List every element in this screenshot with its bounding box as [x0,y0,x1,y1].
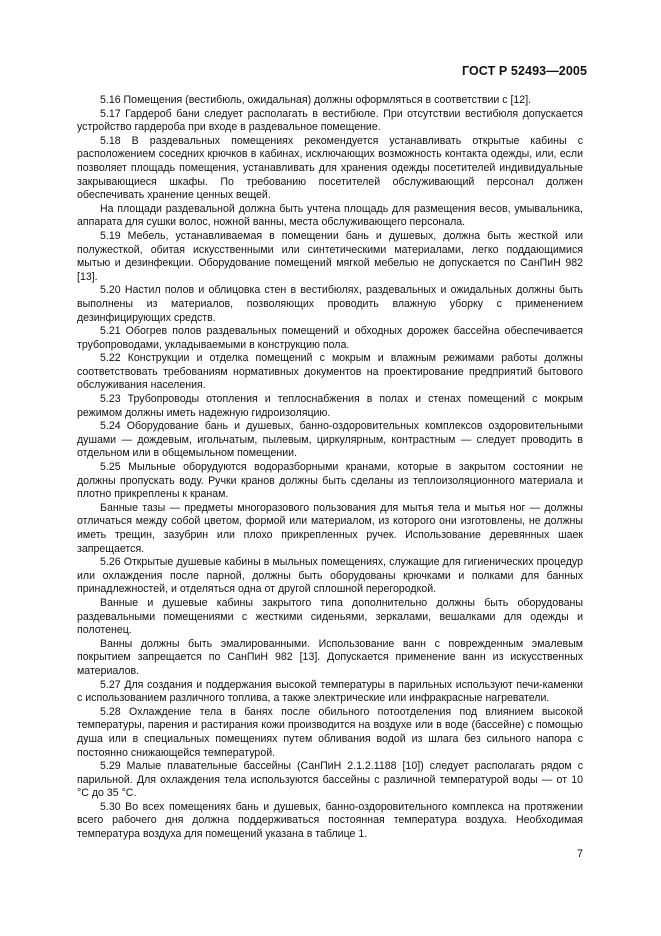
paragraph-5-29: 5.29 Малые плавательные бассейны (СанПиН 2.1.2.1188 [10]) следует располагать рядом с парильной. Для охлаждения тела используются бассейны с различной температурой воды — от 10 °С до 35 °С. [77,760,583,800]
paragraph-5-26-baths: Ванны должны быть эмалированными. Использование ванн с поврежденным эмалевым покрытием запрещается по СанПиН 982 [13]. Допускается применение ванн из искусственных материалов. [77,637,583,677]
paragraph-5-16: 5.16 Помещения (вестибюль, ожидальная) должны оформляться в соответствии с [12]. [100,94,532,106]
paragraph-5-19: 5.19 Мебель, устанавливаемая в помещении бань и душевых, должна быть жесткой или полужесткой, обитая искусственными или синтетическими материалами, легко поддающимися мытью и дезинфекции. Оборудование помещений мягкой мебелью не допускается по СанПиН 982 [13]. [77,229,583,283]
paragraph-5-27: 5.27 Для создания и поддержания высокой температуры в парильных используют печи-каменки с использованием различного топлива, а также электрические или инфракрасные нагреватели. [77,678,583,705]
paragraph-5-25-basins: Банные тазы — предметы многоразового пользования для мытья тела и мытья ног — должны отличаться между собой цветом, формой или материалом, из которого они изготовлены, не должны иметь трещин, зазубрин или плохо прикрепленных ручек. Использование деревянных шаек запрещается. [77,501,583,555]
document-body [77,94,583,842]
paragraph-5-28: 5.28 Охлаждение тела в банях после обильного потоотделения под влиянием высокой температуры, парения и растирания кожи производится на воздухе или в воде (бассейне) с помощью душа или в специальных помещениях путем обливания водой из шлага без сильного напора с постоянно снижающейся температурой. [77,705,583,759]
paragraph-5-30: 5.30 Во всех помещениях бань и душевых, банно-оздоровительного комплекса на протяжении всего рабочего дня должна поддерживаться постоянная температура воздуха. Необходимая температура воздуха для помещений указана в таблице 1. [77,800,583,841]
paragraph-5-25: 5.25 Мыльные оборудуются водоразборными кранами, которые в закрытом состоянии не должны пропускать воду. Ручки кранов должны быть сделаны из теплоизоляционного материала и плотно прикреплены к кранам. [77,461,583,501]
paragraph-5-18-scales: На площади раздевальной должна быть учтена площадь для размещения весов, умывальника, аппарата для сушки волос, ножной ванны, места обслуживающего персонала. [77,202,583,229]
paragraph-5-18: 5.18 В раздевальных помещениях рекомендуется устанавливать открытые кабины с расположением соседних крючков в кабинах, исключающих возможность контакта одежды, или, если позволяет площадь помещения, устанавливать для хранения одежды посетителей индивидуальные закрывающиеся шкафы. По требованию посетителей обслуживающий персонал должен обеспечивать хранение ценных вещей. [77,134,583,202]
standard-header: ГОСТ Р 52493—2005 [461,64,587,78]
paragraph-5-20: 5.20 Настил полов и облицовка стен в вестибюлях, раздевальных и ожидальных должны быть выполнены из материалов, позволяющих проводить влажную уборку с применением дезинфицирующих средств. [77,284,583,324]
paragraph-5-24: 5.24 Оборудование бань и душевых, банно-оздоровительных комплексов оздоровительными душами — дождевым, игольчатым, пылевым, циркулярным, контрастным — следует проводить в отдельном или в общемыльном помещении. [77,420,583,460]
page-number: 7 [576,848,583,860]
paragraph-5-17: 5.17 Гардероб бани следует располагать в вестибюле. При отсутствии вестибюля допускается устройство гардероба при входе в раздевальное помещение. [77,107,583,134]
paragraph-5-26-closed-cabins: Ванные и душевые кабины закрытого типа дополнительно должны быть оборудованы раздевальными помещениями с жесткими сиденьями, зеркалами, вешалками для одежды и полотенец. [77,596,583,637]
paragraph-5-21: 5.21 Обогрев полов раздевальных помещений и обходных дорожек бассейна обеспечивается трубопроводами, укладываемыми в конструкцию пола. [77,325,583,351]
paragraph-5-26: 5.26 Открытые душевые кабины в мыльных помещениях, служащие для гигиенических процедур или охлаждения после парной, должны быть оборудованы крючками и полками для банных принадлежностей, и отделяться одна от другой сплошной перегородкой. [77,556,583,596]
paragraph-5-22: 5.22 Конструкции и отделка помещений с мокрым и влажным режимами работы должны соответствовать требованиям нормативных документов на проектирование предприятий бытового обслуживания населения. [77,352,583,392]
paragraph-5-23: 5.23 Трубопроводы отопления и теплоснабжения в полах и стенах помещений с мокрым режимом должны иметь надежную гидроизоляцию. [77,393,583,419]
